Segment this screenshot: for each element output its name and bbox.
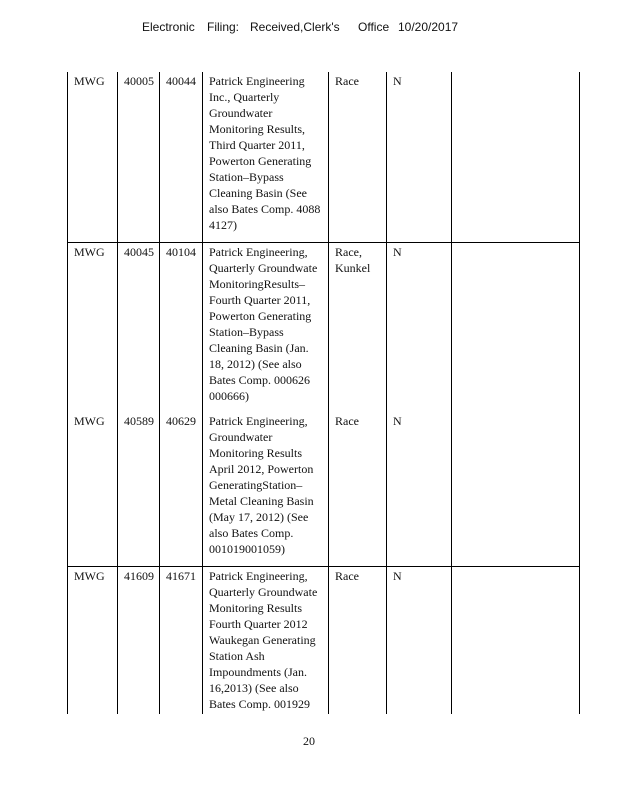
cell-bates-start: 40045 xyxy=(118,242,160,412)
cell-description: Patrick Engineering, Groundwater Monitoring Results April 2012, Powerton GeneratingStation– Metal Cleaning Basin (May 17, 2012) (See also Bates Comp. 001019001059) xyxy=(203,412,329,566)
cell-bates-end: 40044 xyxy=(160,72,203,242)
cell-flag: N xyxy=(387,72,452,242)
page-number: 20 xyxy=(303,734,315,748)
cell-witness: Race xyxy=(329,72,387,242)
cell-bates-start: 41609 xyxy=(118,566,160,714)
cell-bates-start: 40005 xyxy=(118,72,160,242)
header-filing: Filing: xyxy=(207,20,240,34)
cell-notes xyxy=(452,242,580,412)
cell-witness: Race xyxy=(329,412,387,566)
cell-description: Patrick Engineering Inc., Quarterly Groundwater Monitoring Results, Third Quarter 2011, Powerton Generating Station–Bypass Cleaning Basin (See also Bates Comp. 4088 4127) xyxy=(203,72,329,242)
cell-flag: N xyxy=(387,242,452,412)
cell-party: MWG xyxy=(68,242,118,412)
table-row xyxy=(68,72,580,242)
cell-party: MWG xyxy=(68,412,118,566)
cell-bates-end: 40629 xyxy=(160,412,203,566)
cell-witness: Race, Kunkel xyxy=(329,242,387,412)
header-electronic: Electronic xyxy=(142,20,195,34)
header-received: Received,Clerk's xyxy=(250,20,340,34)
cell-description: Patrick Engineering, Quarterly Groundwate Monitoring Results Fourth Quarter 2012 Waukegan Generating Station Ash Impoundments (Jan. 16,2013) (See also Bates Comp. 001929 xyxy=(203,566,329,714)
table-row xyxy=(68,566,580,714)
cell-bates-end: 41671 xyxy=(160,566,203,714)
cell-flag: N xyxy=(387,412,452,566)
cell-party: MWG xyxy=(68,72,118,242)
cell-notes xyxy=(452,412,580,566)
cell-bates-end: 40104 xyxy=(160,242,203,412)
cell-party: MWG xyxy=(68,566,118,714)
header-office: Office xyxy=(358,20,390,34)
cell-bates-start: 40589 xyxy=(118,412,160,566)
table-row xyxy=(68,412,580,566)
exhibit-table xyxy=(67,72,580,714)
cell-notes xyxy=(452,566,580,714)
cell-flag: N xyxy=(387,566,452,714)
cell-notes xyxy=(452,72,580,242)
cell-witness: Race xyxy=(329,566,387,714)
header-date: 10/20/2017 xyxy=(398,20,459,34)
cell-description: Patrick Engineering, Quarterly Groundwate MonitoringResults– Fourth Quarter 2011, Powerton Generating Station–Bypass Cleaning Basin (Jan. 18, 2012) (See also Bates Comp. 000626 000666) xyxy=(203,242,329,412)
table-row xyxy=(68,242,580,412)
